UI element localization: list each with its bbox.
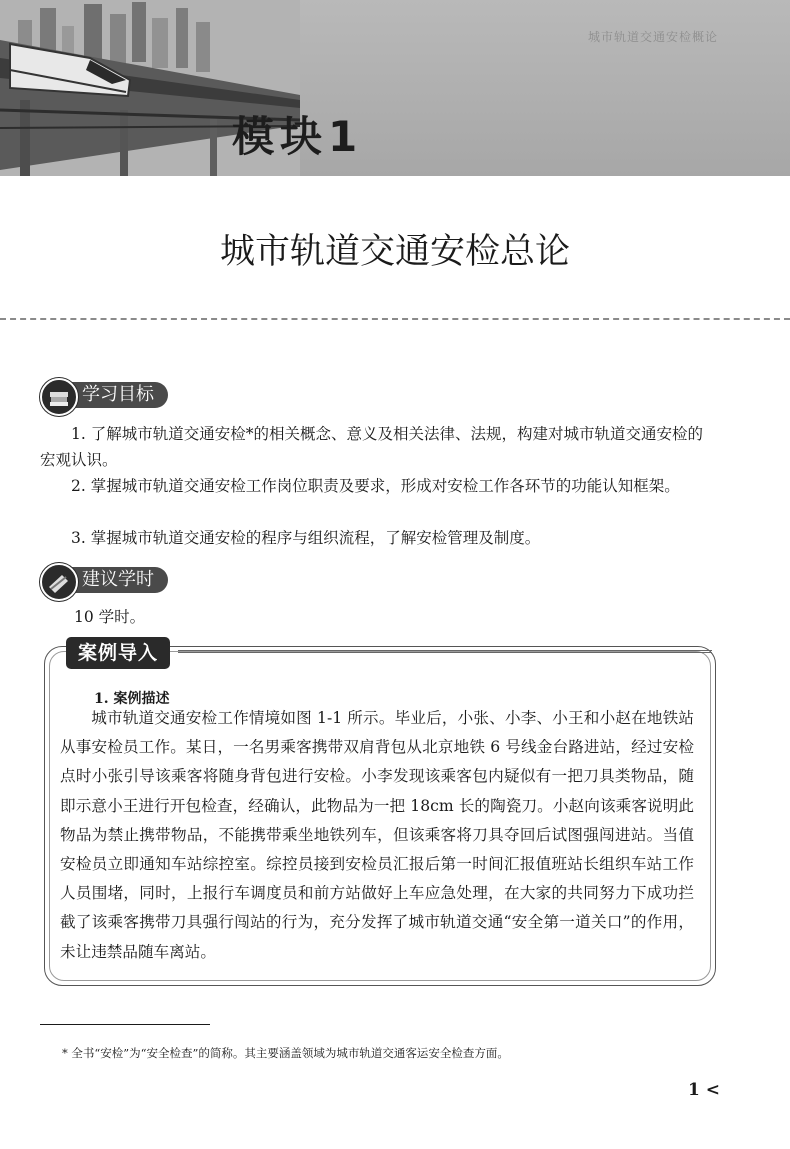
- chapter-title: 城市轨道交通安检总论: [219, 232, 570, 272]
- case-body: 城市轨道交通安检工作情境如图 1-1 所示。毕业后，小张、小李、小王和小赵在地铁站从事安检员工作。某日，一名男乘客携带双肩背包从北京地铁 6 号线金台路进站，经过安检点时小张引导该乘客将随身背包进行安检。小李发现该乘客包内疑似有一把刀具类物品，随即示意小王进行开包检查，经确认，此物品为一把 18cm 长的陶瓷刀。小赵向该乘客说明此物品为禁止携带物品，不能携带乘坐地铁列车，但该乘客将刀具夺回后试图强闯进站。当值安检员立即通知车站综控室。综控员接到安检员汇报后第一时间汇报值班站长组织车站工作人员围堵，同时，上报行车调度员和前方站做好上车应急处理，在大家的共同努力下成功拦截了该乘客携带刀具强行闯站的行为，充分发挥了城市轨道交通“安全第一道关口”的作用，未让违禁品随车离站。: [60, 709, 694, 961]
- footnote-rule: [40, 1024, 210, 1025]
- pencil-book-icon: [40, 563, 78, 601]
- objective-item-3: 3. 掌握城市轨道交通安检的程序与组织流程，了解安检管理及制度。: [71, 529, 541, 547]
- objective-item-1: 1. 了解城市轨道交通安检*的相关概念、意义及相关法律、法规，构建对城市轨道交通安检的宏观认识。: [40, 425, 703, 469]
- banner-subtitle: 城市轨道交通安检概论: [587, 30, 718, 44]
- books-icon: [40, 378, 78, 416]
- hours-heading-label: 建议学时: [62, 567, 168, 593]
- dashed-divider: [0, 318, 790, 320]
- footnote: * 全书“安检”为“安全检查”的简称。其主要涵盖领域为城市轨道交通客运安全检查方面。: [62, 1046, 509, 1060]
- objectives-heading-label: 学习目标: [62, 382, 168, 408]
- page-number: 1 <: [688, 1080, 720, 1100]
- hours-text: 10 学时。: [74, 608, 146, 626]
- module-title: 模块1: [232, 112, 364, 161]
- case-header-rule: [178, 650, 712, 653]
- case-heading: 1. 案例描述: [94, 691, 170, 707]
- objective-item-2: 2. 掌握城市轨道交通安检工作岗位职责及要求，形成对安检工作各环节的功能认知框架。: [71, 477, 680, 495]
- case-tag: 案例导入: [66, 637, 170, 669]
- chapter-banner: [0, 0, 790, 176]
